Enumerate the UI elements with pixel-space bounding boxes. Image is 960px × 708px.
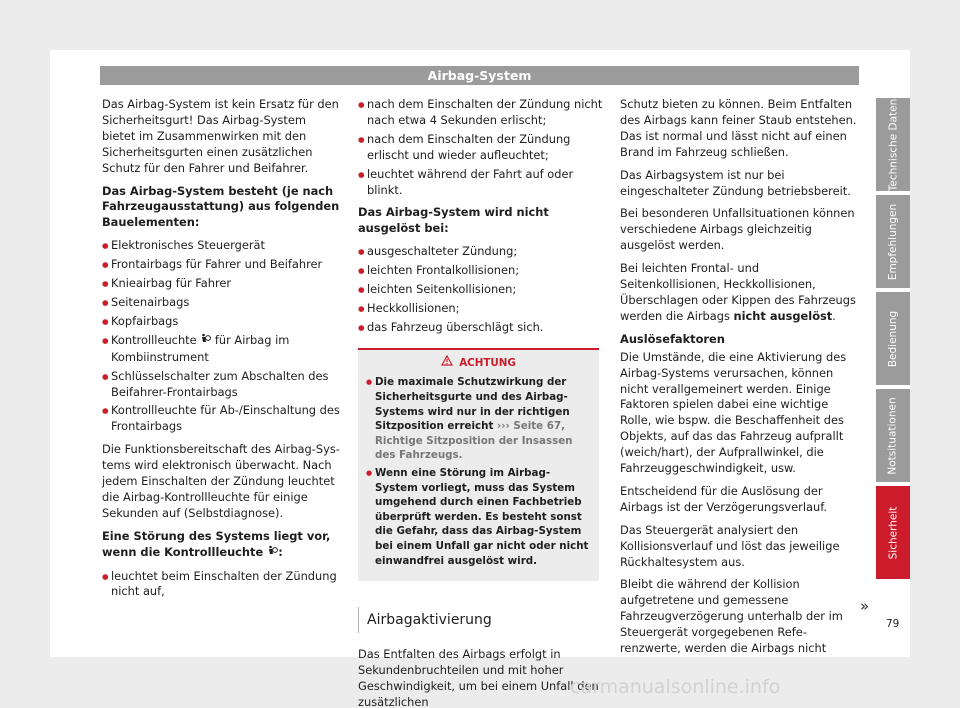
paragraph: Das Steuergerät analysiert den Kollisionsverlauf und löst das jeweilige Rückhaltesystem aus. — [620, 522, 840, 569]
list-item: ● Heckkollisionen; — [358, 301, 603, 317]
paragraph-text: Bei leichten Frontal- und Seitenkollisionen, Heckkollisionen, Überschlagen oder Kippen des Fahrzeugs werden die Airbags — [620, 261, 856, 323]
list-item: ● Kopfairbags — [102, 314, 342, 330]
tab-label: Sicherheit — [887, 506, 900, 559]
bold-paragraph: Das Airbag-System wird nicht ausgelöst bei: — [358, 205, 549, 236]
list-item: ● leuchtet beim Einschalten der Zündung nicht auf, — [102, 569, 342, 601]
bold-text: : — [278, 544, 283, 559]
list-item: ● Kontrollleuchte für Ab-/Einschaltung des Frontairbags — [102, 403, 342, 435]
not-triggered-list — [358, 244, 603, 336]
paragraph: Die Funktionsbereitschaft des Airbag-Systems wird elektronisch überwacht. Nach jedem Einschalten der Zündung leuchtet die Airbag-Kontrollleuchte für einige Sekunden auf (Selbstdiagnose). — [102, 442, 340, 520]
bold-text: Eine Störung des Systems liegt vor, wenn die Kontrollleuchte — [102, 528, 331, 559]
warning-item: ● Wenn eine Störung im Airbag-System vorliegt, muss das System umgehend durch einen Fachbetrieb überprüft werden. Es besteht sonst die Gefahr, dass das Airbag-System bei einem Unfall gar nicht oder nicht einwandfrei ausgelöst wird. — [366, 466, 591, 568]
airbag-warning-lamp-icon — [200, 333, 211, 350]
watermark: carmanualsonline.info — [570, 676, 781, 698]
list-text: für Airbag im Kombiinstrument — [111, 332, 290, 364]
chapter-tabs — [876, 98, 910, 583]
fault-list — [102, 569, 342, 601]
warning-header — [366, 355, 591, 371]
tab-sicherheit[interactable] — [876, 486, 910, 579]
bold-paragraph: Das Airbag-System besteht (je nach Fahrzeugausstattung) aus folgenden Bauelementen: — [102, 183, 340, 230]
airbag-warning-lamp-icon — [267, 545, 278, 562]
warning-title: ACHTUNG — [459, 356, 516, 369]
paragraph: Bleibt die während der Kollision aufgetretene und gemessene Fahrzeugverzögerung unterhalb der im Steuergerät vorgegebenen Referenzwerte, werden die Airbags nicht — [620, 577, 843, 656]
components-list — [102, 238, 342, 435]
page-reference-link[interactable]: ››› Seite 67, Richtige Sitzposition der Insassen des Fahrzeugs. — [375, 420, 573, 462]
tab-label: Notsituationen — [887, 396, 899, 475]
warning-text: Die maximale Schutzwirkung der Sicherheitsgurte und des Airbag-Systems wird nur in der richtigen Sitzposition erreicht — [375, 376, 570, 433]
bold-text: nicht ausgelöst — [733, 308, 833, 323]
paragraph: Das Airbag-System ist kein Ersatz für den Sicherheitsgurt! Das Airbag-System bietet im Zusammenwirken mit den Sicherheitsgurten einen zusätzlichen Schutz für den Fahrer und Beifahrer. — [102, 97, 339, 175]
list-item: ● leichten Frontalkollisionen; — [358, 263, 603, 279]
paragraph: Das Airbagsystem ist nur bei eingeschalteter Zündung betriebsbereit. — [620, 167, 851, 198]
column-2 — [358, 97, 603, 708]
list-item: ● Schlüsselschalter zum Abschalten des Beifahrer-Frontairbags — [102, 369, 342, 401]
tab-notsituationen[interactable] — [876, 389, 910, 482]
tab-label: Technische Daten — [887, 98, 900, 191]
warning-triangle-icon — [441, 355, 453, 371]
list-item: ● Knieairbag für Fahrer — [102, 276, 342, 292]
tab-label: Empfehlungen — [887, 203, 900, 280]
warning-item — [366, 375, 591, 463]
list-item: ● Frontairbags für Fahrer und Beifahrer — [102, 257, 342, 273]
page-header: Airbag-System — [100, 66, 859, 85]
list-item: ● leichten Seitenkollisionen; — [358, 282, 603, 298]
tab-empfehlungen[interactable] — [876, 195, 910, 288]
bold-paragraph — [102, 529, 342, 562]
fault-list-continued — [358, 97, 603, 198]
list-item: ● leuchtet während der Fahrt auf oder blinkt. — [358, 167, 603, 199]
tab-technische-daten[interactable] — [876, 98, 910, 191]
paragraph: Schutz bieten zu können. Beim Entfalten des Airbags kann feiner Staub entstehen. Das ist normal und lässt nicht auf einen Brand im Fahrzeug schließen. — [620, 97, 857, 159]
list-item: ● nach dem Einschalten der Zündung nicht nach etwa 4 Sekunden erlischt; — [358, 97, 603, 129]
paragraph — [620, 261, 860, 325]
list-item: ● Elektronisches Steuergerät — [102, 238, 342, 254]
list-item: ● Seitenairbags — [102, 295, 342, 311]
paragraph: Das Entfalten des Airbags erfolgt in Sekundenbruchteilen und mit hoher Geschwindigkeit, um bei einem Unfall den zusätzlichen — [358, 647, 599, 708]
continue-marker: » — [860, 597, 870, 615]
paragraph: Entscheidend für die Auslösung der Airbags ist der Verzögerungsverlauf. — [620, 483, 828, 514]
tab-label: Bedienung — [887, 310, 899, 367]
list-item — [102, 333, 342, 366]
warning-list — [366, 375, 591, 568]
paragraph: Bei besonderen Unfallsituationen können verschiedene Airbags gleichzeitig ausgelöst werden. — [620, 206, 855, 253]
warning-box — [358, 348, 599, 581]
list-item: ● das Fahrzeug überschlägt sich. — [358, 320, 603, 336]
subheading: Auslösefaktoren — [620, 331, 725, 346]
section-heading: Airbagaktivierung — [358, 607, 603, 633]
column-3 — [620, 97, 860, 664]
paragraph: Die Umstände, die eine Aktivierung des Airbag-Systems verursachen, können nicht verallgemeinert werden. Einige Faktoren spielen dabei eine wichtige Rolle, wie bspw. die Beschaffenheit des Objekts, auf das das Fahrzeug aufprallt (weich/hart), der Aufprallwinkel, die Fahrzeuggeschwindigkeit, usw. — [620, 349, 847, 476]
list-item: ● ausgeschalteter Zündung; — [358, 244, 603, 260]
list-item: ● nach dem Einschalten der Zündung erlischt und wieder aufleuchtet; — [358, 132, 603, 164]
column-1 — [102, 97, 342, 607]
page-number: 79 — [886, 618, 900, 630]
tab-bedienung[interactable] — [876, 292, 910, 385]
paragraph-text: . — [832, 308, 836, 323]
list-text: Kontrollleuchte — [111, 332, 201, 347]
